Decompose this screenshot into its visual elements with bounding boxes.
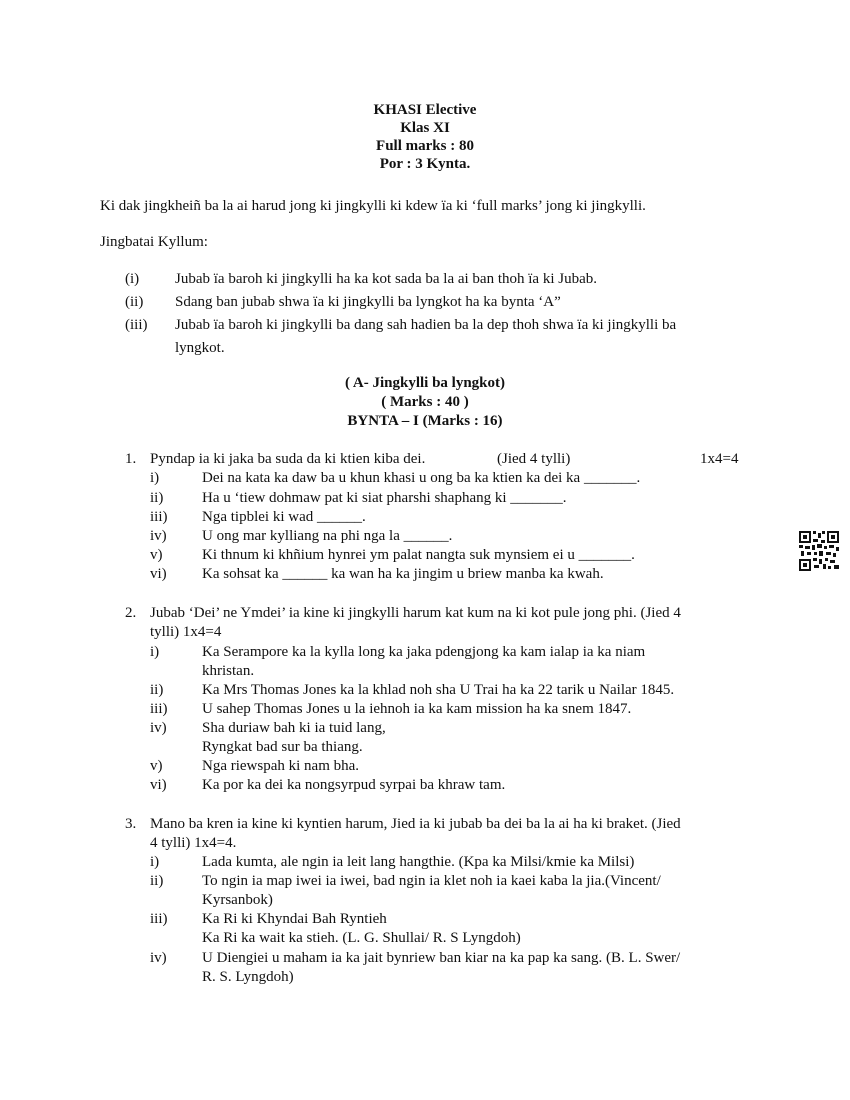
- question-note: (Jied 4 tylli): [497, 451, 571, 467]
- item-text: U ong mar kylliang na phi nga la ______.: [202, 528, 453, 544]
- item-number: i): [150, 854, 160, 870]
- rule-number: (ii): [125, 294, 144, 310]
- question-number: 1.: [125, 451, 137, 467]
- item-text: Ki thnum ki khñium hynrei ym palat nangta suk mynsiem ei u _______.: [202, 547, 635, 563]
- item-text: Ka por ka dei ka nongsyrpud syrpai ba khraw tam.: [202, 777, 506, 793]
- section-heading: [0, 374, 850, 431]
- question-number: 3.: [125, 816, 137, 832]
- item-number: iv): [150, 720, 167, 736]
- qr-code-icon: [799, 531, 839, 571]
- item-text: U sahep Thomas Jones u la iehnoh ia ka kam mission ha ka snem 1847.: [202, 701, 632, 717]
- item-number: v): [150, 758, 163, 774]
- item-number: ii): [150, 682, 164, 698]
- section-marks: ( Marks : 40 ): [381, 394, 469, 410]
- item-number: i): [150, 644, 160, 660]
- rule-text: Jubab ïa baroh ki jingkylli ha ka kot sada ba la ai ban thoh ïa ki Jubab.: [175, 271, 597, 287]
- item-text: Ka Serampore ka la kylla long ka jaka pdengjong ka kam ialap ia ka niam: [202, 644, 646, 660]
- rules-title: Jingbatai Kyllum:: [100, 234, 208, 250]
- intro-text: Ki dak jingkheiñ ba la ai harud jong ki jingkylli ki kdew ïa ki ‘full marks’ jong ki jingkylli.: [100, 198, 646, 214]
- item-number: ii): [150, 873, 164, 889]
- item-text: Ka sohsat ka ______ ka wan ha ka jingim u briew manba ka kwah.: [202, 566, 604, 582]
- question-number: 2.: [125, 605, 137, 621]
- full-marks: Full marks : 80: [376, 138, 474, 154]
- question-text: Mano ba kren ia kine ki kyntien harum, Jied ia ki jubab ba dei ba la ai ha ki braket. (Jied: [150, 816, 681, 832]
- item-text: Ka Ri ka wait ka stieh. (L. G. Shullai/ R. S Lyngdoh): [202, 930, 521, 946]
- item-number: i): [150, 470, 160, 486]
- item-text: khristan.: [202, 663, 255, 679]
- item-text: Kyrsanbok): [202, 892, 273, 908]
- exam-header: [0, 101, 850, 173]
- item-text: Sha duriaw bah ki ia tuid lang,: [202, 720, 386, 736]
- part-title: BYNTA – I (Marks : 16): [347, 413, 503, 429]
- item-number: iii): [150, 701, 168, 717]
- question-text: Pyndap ia ki jaka ba suda da ki ktien kiba dei.: [150, 451, 426, 467]
- item-text: Ka Ri ki Khyndai Bah Ryntieh: [202, 911, 387, 927]
- item-number: vi): [150, 566, 167, 582]
- item-text: Nga tipblei ki wad ______.: [202, 509, 366, 525]
- item-number: iv): [150, 528, 167, 544]
- rule-number: (i): [125, 271, 140, 287]
- rule-number: (iii): [125, 317, 148, 333]
- item-text: R. S. Lyngdoh): [202, 969, 294, 985]
- item-number: iii): [150, 509, 168, 525]
- exam-time: Por : 3 Kynta.: [379, 156, 471, 172]
- rule-text: lyngkot.: [175, 340, 225, 356]
- item-text: Nga riewspah ki nam bha.: [202, 758, 360, 774]
- section-title: ( A- Jingkylli ba lyngkot): [344, 375, 506, 391]
- class-title: Klas XI: [400, 120, 450, 136]
- item-number: iv): [150, 950, 167, 966]
- item-text: Ha u ‘tiew dohmaw pat ki siat pharshi shaphang ki _______.: [202, 490, 567, 506]
- item-number: v): [150, 547, 163, 563]
- question-marks: 1x4=4: [700, 451, 739, 467]
- item-text: Lada kumta, ale ngin ia leit lang hangthie. (Kpa ka Milsi/kmie ka Milsi): [202, 854, 635, 870]
- rule-text: Sdang ban jubab shwa ïa ki jingkylli ba lyngkot ha ka bynta ‘A”: [175, 294, 561, 310]
- item-number: iii): [150, 911, 168, 927]
- item-number: ii): [150, 490, 164, 506]
- item-text: Ka Mrs Thomas Jones ka la khlad noh sha U Trai ha ka 22 tarik u Nailar 1845.: [202, 682, 675, 698]
- question-text: Jubab ‘Dei’ ne Ymdei’ ia kine ki jingkylli harum kat kum na ki kot pule jong phi. (Jied 4: [150, 605, 681, 621]
- item-text: Dei na kata ka daw ba u khun khasi u ong ba ka ktien ka dei ka _______.: [202, 470, 641, 486]
- rule-text: Jubab ïa baroh ki jingkylli ba dang sah hadien ba la dep thoh shwa ïa ki jingkylli ba: [175, 317, 677, 333]
- item-text: To ngin ia map iwei ia iwei, bad ngin ia klet noh ia kaei kaba la jia.(Vincent/: [202, 873, 661, 889]
- item-number: vi): [150, 777, 167, 793]
- question-text-continued: tylli) 1x4=4: [150, 624, 222, 640]
- question-text-continued: 4 tylli) 1x4=4.: [150, 835, 237, 851]
- item-text: U Diengiei u maham ia ka jait bynriew ban kiar na ka pap ka sang. (B. L. Swer/: [202, 950, 681, 966]
- subject-title: KHASI Elective: [373, 102, 477, 118]
- item-text: Ryngkat bad sur ba thiang.: [202, 739, 363, 755]
